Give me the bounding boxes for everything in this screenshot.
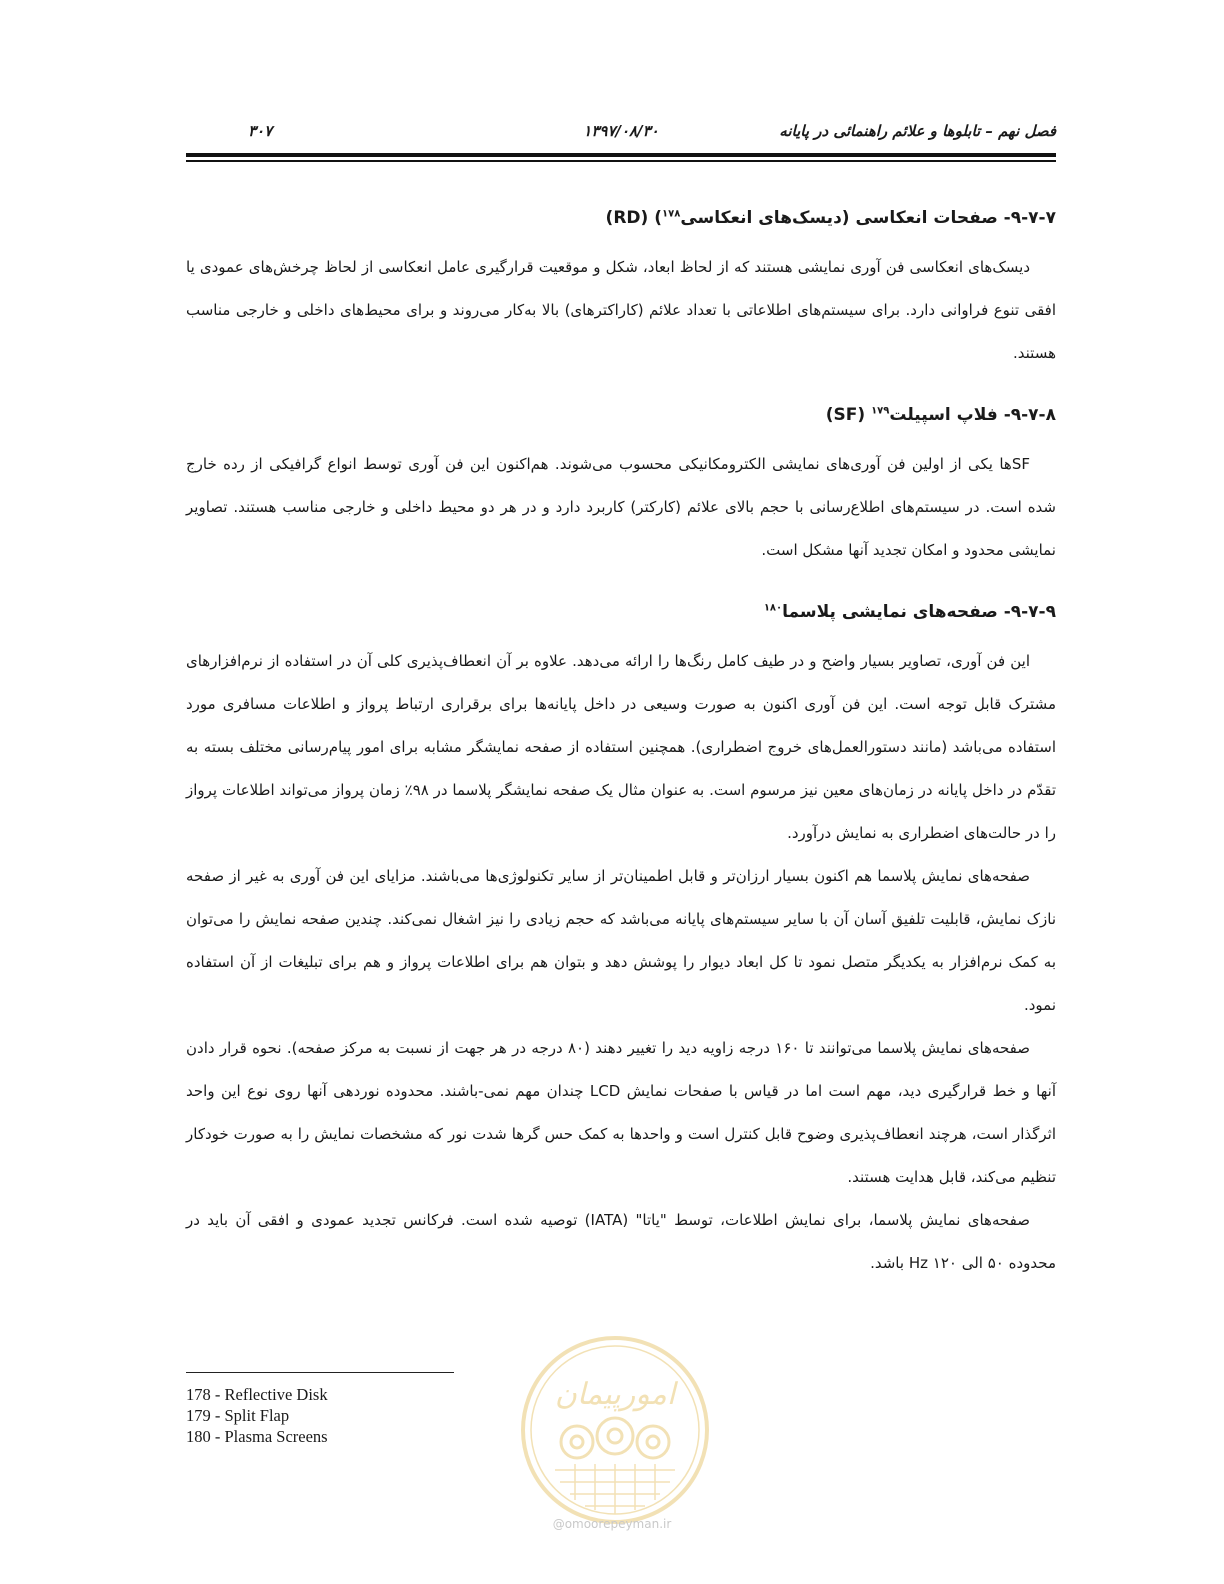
document-date: ۱۳۹۷/۰۸/۳۰ [583, 122, 659, 140]
header-rule-thin [186, 160, 1056, 162]
paragraph: دیسک‌های انعکاسی فن آوری نمایشی هستند که از لحاظ ابعاد، شکل و موقعیت قرارگیری عامل انعکاسی از لحاظ چرخش‌های عمودی یا افقی تنوع فراوانی دارد. برای سیستم‌های اطلاعاتی با تعداد علائم (کاراکترهای) بالا به‌کار می‌روند و برای محیط‌های داخلی و خارجی مناسب هستند. [186, 258, 1056, 362]
paragraph: این فن آوری، تصاویر بسیار واضح و در طیف کامل رنگ‌ها را ارائه می‌دهد. علاوه بر آن انعطاف‌پذیری کلی آن در استفاده از نرم‌افزارهای مشترک قابل توجه است. این فن آوری اکنون به صورت وسیعی در داخل پایانه‌ها برای برقراری ارتباط پرواز و اطلاعات مسافری مورد استفاده می‌باشد (مانند دستورالعمل‌های خروج اضطراری). همچنین استفاده از صفحه نمایشگر مشابه برای امور پیام‌رسانی مختلف بسته به تقدّم در داخل پایانه در زمان‌های معین نیز مرسوم است. به عنوان مثال یک صفحه نمایشگر پلاسما در ۹۸٪ زمان پرواز می‌تواند اطلاعات پرواز را در حالت‌های اضطراری به نمایش درآورد. [186, 652, 1056, 842]
page-content [186, 200, 1056, 1285]
page-number: ۳۰۷ [248, 122, 273, 140]
section-heading-split-flap: ۹-۷-۸- فلاپ اسپیلت$^{۱۷۹}$ (SF) [825, 405, 1056, 425]
footnote-ref-180: ۱۸۰ [763, 602, 783, 614]
gear-icon [561, 1418, 669, 1458]
footnote-180: 180 - Plasma Screens [186, 1427, 328, 1446]
watermark-url: @omoorepeyman.ir [552, 1517, 672, 1531]
header-rule-thick [186, 153, 1056, 157]
footnote-separator [186, 1372, 454, 1373]
footnotes [186, 1384, 328, 1447]
watermark-logo [515, 1330, 715, 1530]
paragraph: صفحه‌های نمایش پلاسما می‌توانند تا ۱۶۰ درجه زاویه دید را تغییر دهند (۸۰ درجه در هر جهت از نسبت به مرکز صفحه). نحوه قرار دادن آنها و خط قرارگیری دید، مهم است اما در قیاس با صفحات نمایش LCD چندان مهم نمی-باشند. محدوده نوردهی آنها روی نوع این واحد اثرگذار است، هرچند انعطاف‌پذیری وضوح قابل کنترل است و واحدها به کمک حس گرها شدت نور که مشخصات نمایش را به صورت خودکار تنظیم می‌کند، قابل هدایت هستند. [186, 1039, 1056, 1186]
paragraph: صفحه‌های نمایش پلاسما، برای نمایش اطلاعات، توسط "یاتا" (IATA) توصیه شده است. فرکانس تجدید عمودی و افقی آن باید در محدوده ۵۰ الی ۱۲۰ Hz باشد. [186, 1211, 1056, 1272]
section-heading-reflective-disk: ۹-۷-۷- صفحات انعکاسی (دیسک‌های انعکاسی$^{۱۷۸}$) (RD) [605, 208, 1056, 228]
grid-pattern [555, 1464, 675, 1514]
section-heading-plasma-screens: ۹-۷-۹- صفحه‌های نمایشی پلاسما$^{۱۸۰}$ [763, 602, 1056, 622]
footnote-ref-179: ۱۷۹ [871, 405, 890, 417]
paragraph: SFها یکی از اولین فن آوری‌های نمایشی الکترومکانیکی محسوب می‌شوند. هم‌اکنون این فن آوری توسط انواع گرافیکی از رده خارج شده است. در سیستم‌های اطلاع‌رسانی با حجم بالای علائم (کارکتر) کاربرد دارد و در هر دو محیط داخلی و خارجی مناسب هستند. تصاویر نمایشی محدود و امکان تجدید آنها مشکل است. [186, 455, 1056, 559]
paragraph: صفحه‌های نمایش پلاسما هم اکنون بسیار ارزان‌تر و قابل اطمینان‌تر از سایر تکنولوژی‌ها می‌باشند. مزایای این فن آوری به غیر از صفحه نازک نمایش، قابلیت تلفیق آسان آن با سایر سیستم‌های پایانه می‌باشد که حجم زیادی را نیز اشغال نمی‌کند. چندین صفحه نمایش را می‌توان به کمک نرم‌افزار به یکدیگر متصل نمود تا کل ابعاد دیوار را پوشش دهد و بتوان هم برای اطلاعات پرواز و هم برای تبلیغات از آن استفاده نمود. [186, 867, 1056, 1014]
footnote-ref-178: ۱۷۸ [662, 208, 681, 220]
chapter-title: فصل نهم – تابلوها و علائم راهنمائی در پایانه [779, 122, 1056, 140]
page-header [186, 118, 1056, 146]
watermark-logo-text: امورپیمان [554, 1377, 676, 1412]
footnote-179: 179 - Split Flap [186, 1406, 290, 1425]
footnote-178: 178 - Reflective Disk [186, 1385, 328, 1404]
